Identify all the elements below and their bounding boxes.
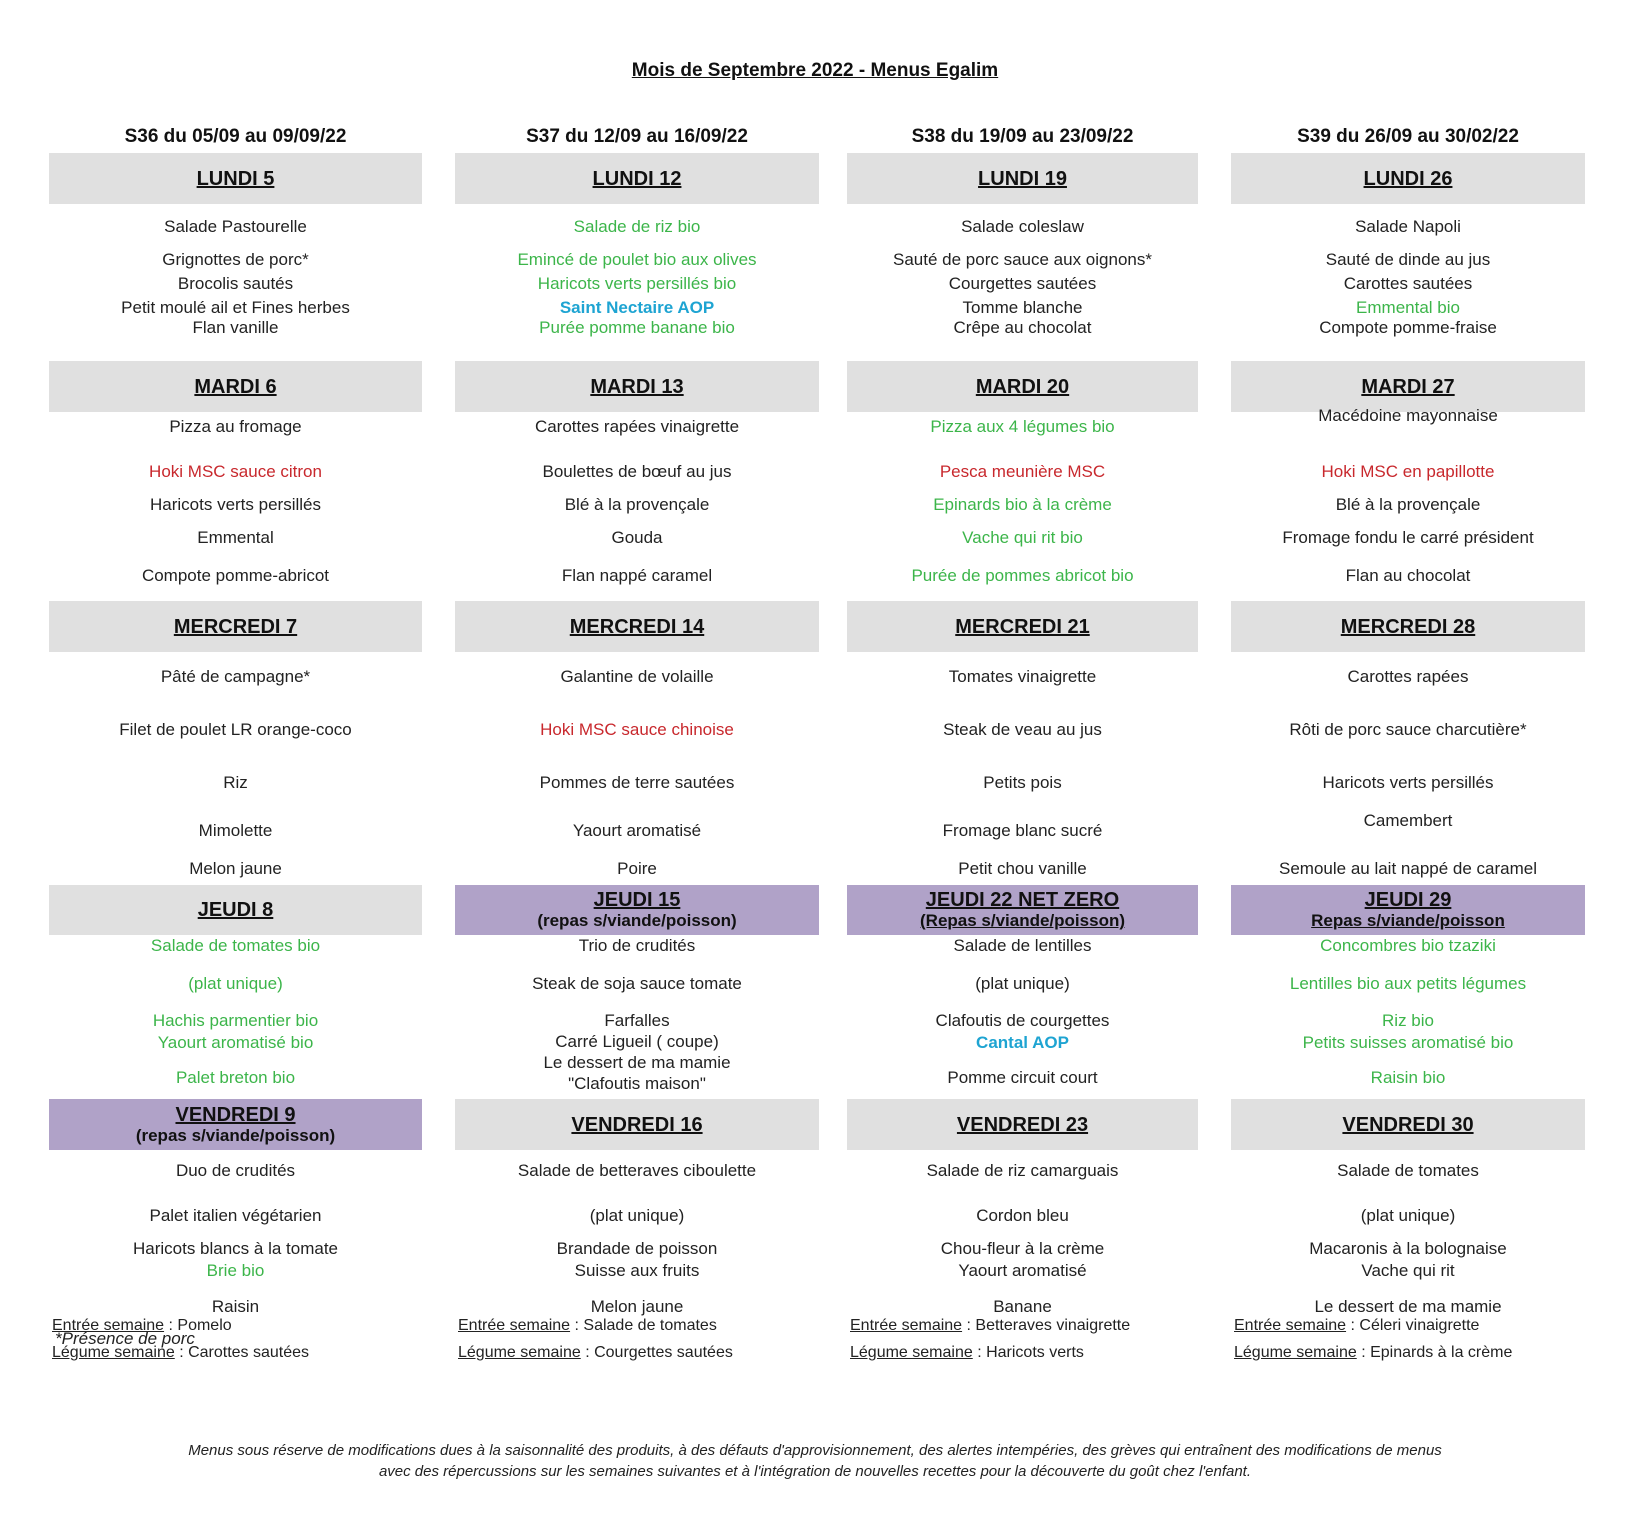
menu-item bbox=[455, 216, 819, 238]
menu-item bbox=[1231, 461, 1585, 483]
menu-item bbox=[49, 973, 422, 995]
menu-item bbox=[455, 494, 819, 516]
menu-item-line: Concombres bio tzaziki bbox=[1320, 936, 1496, 955]
menu-item-line: Purée de pommes abricot bio bbox=[911, 566, 1134, 585]
menu-item-line: Le dessert de ma mamie bbox=[1314, 1297, 1502, 1316]
menu-item-line: Semoule au lait nappé de caramel bbox=[1279, 859, 1537, 878]
day-name: JEUDI 22 NET ZERO bbox=[925, 889, 1120, 911]
menu-item-line: Salade coleslaw bbox=[961, 217, 1084, 236]
menu-item-line: Poire bbox=[617, 859, 657, 878]
menu-item-line: Salade de lentilles bbox=[953, 936, 1092, 955]
menu-item bbox=[455, 1296, 819, 1318]
entree-value: : Céleri vinaigrette bbox=[1346, 1317, 1480, 1334]
legume-value: : Haricots verts bbox=[972, 1344, 1084, 1361]
menu-item-line: Pomme circuit court bbox=[947, 1068, 1098, 1087]
menu-item-line: Lentilles bio aux petits légumes bbox=[1289, 974, 1527, 993]
pork-note: *Présence de porc bbox=[55, 1329, 195, 1348]
menu-item bbox=[1231, 216, 1585, 238]
menu-item-line: Carottes sautées bbox=[1343, 274, 1473, 293]
menu-item-line: Cantal AOP bbox=[976, 1033, 1069, 1052]
menu-item bbox=[455, 1205, 819, 1227]
day-header bbox=[455, 153, 819, 204]
menu-item-line: Melon jaune bbox=[189, 859, 282, 878]
entree-of-week bbox=[850, 1317, 1130, 1335]
menu-item bbox=[49, 1205, 422, 1227]
menu-item bbox=[1231, 317, 1585, 339]
menu-item-line: Flan vanille bbox=[192, 318, 279, 337]
menu-item-line: Pesca meunière MSC bbox=[939, 462, 1106, 481]
entree-value: : Pomelo bbox=[164, 1317, 232, 1334]
entree-label: Entrée semaine bbox=[850, 1317, 963, 1334]
legume-value: : Courgettes sautées bbox=[580, 1344, 733, 1361]
menu-item bbox=[49, 666, 422, 688]
menu-item-line: Sauté de porc sauce aux oignons* bbox=[893, 250, 1152, 269]
menu-item bbox=[847, 1296, 1198, 1318]
day-header bbox=[847, 361, 1198, 412]
menu-item bbox=[49, 494, 422, 516]
menu-item bbox=[455, 935, 819, 957]
menu-item bbox=[1231, 1205, 1585, 1227]
menu-item bbox=[1231, 1067, 1585, 1089]
menu-item-line: Carottes rapées vinaigrette bbox=[534, 417, 740, 436]
menu-item-line: Petits pois bbox=[983, 773, 1062, 792]
menu-item-line: Flan nappé caramel bbox=[561, 566, 713, 585]
menu-item bbox=[455, 820, 819, 842]
menu-item-line: Haricots verts persillés bio bbox=[537, 274, 737, 293]
menu-item-line: Farfalles bbox=[604, 1011, 670, 1030]
day-header bbox=[455, 601, 819, 652]
menu-item bbox=[847, 494, 1198, 516]
menu-item bbox=[49, 1010, 422, 1054]
day-header bbox=[1231, 601, 1585, 652]
menu-item-line: Petit chou vanille bbox=[958, 859, 1087, 878]
menu-item-line: Carré Ligueil ( coupe) bbox=[555, 1032, 719, 1051]
day-name: MERCREDI 14 bbox=[569, 615, 705, 638]
menu-item bbox=[847, 317, 1198, 339]
menu-item bbox=[847, 820, 1198, 842]
day-subtitle: (repas s/viande/poisson) bbox=[135, 1125, 336, 1145]
legume-value: : Carottes sautées bbox=[174, 1344, 310, 1361]
disclaimer-line-1: Menus sous réserve de modifications dues à la saisonnalité des produits, à des défauts d'approvisionnement, des alertes intempéries, des grèves qui entraînent des modifications de menus bbox=[188, 1442, 1442, 1459]
menu-item-line: (plat unique) bbox=[589, 1206, 685, 1225]
menu-item bbox=[1231, 565, 1585, 587]
menu-item bbox=[847, 461, 1198, 483]
menu-item bbox=[847, 1238, 1198, 1282]
menu-item bbox=[455, 461, 819, 483]
menu-item bbox=[49, 1238, 422, 1282]
day-header bbox=[455, 885, 819, 935]
menu-item-line: Steak de soja sauce tomate bbox=[532, 974, 742, 993]
day-header bbox=[847, 885, 1198, 935]
menu-item bbox=[847, 666, 1198, 688]
menu-item-line: Fromage fondu le carré président bbox=[1282, 528, 1534, 547]
menu-item bbox=[455, 772, 819, 794]
day-name: LUNDI 5 bbox=[196, 167, 275, 190]
day-name: JEUDI 29 bbox=[1364, 889, 1452, 911]
menu-item-line: Hoki MSC sauce chinoise bbox=[540, 720, 734, 739]
day-subtitle: Repas s/viande/poisson bbox=[1311, 911, 1505, 930]
legume-of-week bbox=[1234, 1344, 1512, 1362]
menu-item-line: Pizza aux 4 légumes bio bbox=[930, 417, 1115, 436]
entree-label: Entrée semaine bbox=[458, 1317, 571, 1334]
day-name: LUNDI 12 bbox=[592, 167, 682, 190]
day-name: LUNDI 19 bbox=[978, 167, 1067, 190]
menu-item-line: Boulettes de bœuf au jus bbox=[542, 462, 732, 481]
day-name: VENDREDI 23 bbox=[956, 1113, 1089, 1136]
menu-item bbox=[1231, 248, 1585, 320]
menu-item-line: Vache qui rit bbox=[1361, 1261, 1455, 1280]
menu-item bbox=[1231, 810, 1585, 832]
menu-item-line: Compote pomme-fraise bbox=[1319, 318, 1497, 337]
menu-item-line: Melon jaune bbox=[590, 1297, 684, 1316]
legume-of-week bbox=[850, 1344, 1084, 1362]
menu-item bbox=[49, 858, 422, 880]
menu-item-line: Banane bbox=[993, 1297, 1052, 1316]
entree-of-week bbox=[458, 1317, 717, 1335]
legume-label: Légume semaine bbox=[52, 1344, 175, 1361]
menu-item-line: Purée pomme banane bio bbox=[539, 318, 735, 337]
menu-item-line: Hoki MSC en papillotte bbox=[1321, 462, 1495, 481]
menu-item-line: Grignottes de porc* bbox=[162, 250, 309, 269]
menu-item bbox=[49, 416, 422, 438]
menu-item bbox=[1231, 719, 1585, 741]
page-title: Mois de Septembre 2022 - Menus Egalim bbox=[631, 60, 999, 81]
day-header bbox=[455, 361, 819, 412]
menu-item bbox=[455, 719, 819, 741]
menu-item-line: Rôti de porc sauce charcutière* bbox=[1289, 720, 1527, 739]
day-header bbox=[455, 1099, 819, 1150]
menu-item bbox=[49, 248, 422, 320]
menu-item-line: Hachis parmentier bio bbox=[152, 1011, 319, 1030]
menu-item bbox=[455, 1238, 819, 1282]
menu-item-line: (plat unique) bbox=[975, 974, 1070, 993]
menu-item-line: Crêpe au chocolat bbox=[953, 318, 1092, 337]
menu-item bbox=[847, 719, 1198, 741]
menu-item-line: Salade de tomates bbox=[1337, 1161, 1479, 1180]
menu-item bbox=[847, 1067, 1198, 1089]
menu-item bbox=[49, 461, 422, 483]
menu-item-line: Emmental bbox=[197, 528, 274, 547]
menu-item-line: Yaourt aromatisé bbox=[958, 1261, 1087, 1280]
menu-item-line: Palet breton bio bbox=[175, 1068, 296, 1087]
menu-item-line: Chou-fleur à la crème bbox=[940, 1239, 1105, 1258]
menu-item-line: Fromage blanc sucré bbox=[942, 821, 1103, 840]
entree-label: Entrée semaine bbox=[52, 1317, 165, 1334]
day-name: MARDI 20 bbox=[975, 375, 1070, 398]
menu-item bbox=[847, 248, 1198, 320]
menu-item bbox=[1231, 772, 1585, 794]
menu-item-line: Carottes rapées bbox=[1347, 667, 1469, 686]
menu-item-line: Vache qui rit bio bbox=[962, 528, 1083, 547]
menu-item bbox=[847, 1205, 1198, 1227]
menu-item-line: Salade de riz camarguais bbox=[926, 1161, 1119, 1180]
week-label: S36 du 05/09 au 09/09/22 bbox=[124, 126, 347, 147]
entree-value: : Salade de tomates bbox=[570, 1317, 717, 1334]
menu-item-line: Palet italien végétarien bbox=[149, 1206, 322, 1225]
menu-item-line: Macédoine mayonnaise bbox=[1318, 406, 1498, 425]
day-header bbox=[49, 1099, 422, 1150]
menu-item bbox=[455, 973, 819, 995]
menu-item bbox=[455, 1010, 819, 1094]
menu-item bbox=[49, 719, 422, 741]
day-name: VENDREDI 9 bbox=[175, 1103, 296, 1126]
day-name: JEUDI 8 bbox=[197, 899, 274, 921]
menu-item bbox=[1231, 1238, 1585, 1282]
menu-item bbox=[49, 772, 422, 794]
menu-item-line: Clafoutis de courgettes bbox=[935, 1011, 1110, 1030]
day-header bbox=[49, 885, 422, 935]
menu-item-line: Tomates vinaigrette bbox=[948, 667, 1097, 686]
menu-item-line: Petits suisses aromatisé bio bbox=[1302, 1033, 1514, 1052]
menu-item bbox=[847, 565, 1198, 587]
disclaimer bbox=[0, 1440, 1630, 1482]
menu-item bbox=[847, 416, 1198, 438]
menu-item bbox=[49, 1296, 422, 1318]
menu-item bbox=[455, 666, 819, 688]
day-name: MARDI 13 bbox=[590, 375, 684, 398]
menu-item-line: Brandade de poisson bbox=[556, 1239, 718, 1258]
menu-item-line: (plat unique) bbox=[188, 974, 283, 993]
menu-item bbox=[49, 1067, 422, 1089]
day-name: MERCREDI 7 bbox=[173, 615, 298, 638]
menu-item-line: Emincé de poulet bio aux olives bbox=[517, 250, 757, 269]
day-name: MERCREDI 21 bbox=[955, 615, 1090, 638]
day-name: VENDREDI 16 bbox=[571, 1113, 703, 1136]
menu-item bbox=[847, 527, 1198, 549]
legume-label: Légume semaine bbox=[1234, 1344, 1357, 1361]
menu-item bbox=[455, 858, 819, 880]
menu-item-line: Salade de tomates bio bbox=[150, 936, 321, 955]
menu-item-line: Salade Pastourelle bbox=[164, 217, 307, 236]
menu-item-line: Trio de crudités bbox=[578, 936, 696, 955]
menu-item bbox=[847, 1010, 1198, 1054]
menu-item-line: Salade Napoli bbox=[1355, 217, 1461, 236]
menu-item bbox=[847, 772, 1198, 794]
menu-item-line: Filet de poulet LR orange-coco bbox=[119, 720, 352, 739]
menu-item bbox=[455, 416, 819, 438]
day-header bbox=[49, 153, 422, 204]
menu-item-line: Macaronis à la bolognaise bbox=[1309, 1239, 1507, 1258]
menu-item-line: Raisin bio bbox=[1370, 1068, 1446, 1087]
menu-item bbox=[847, 1160, 1198, 1182]
menu-item-line: Blé à la provençale bbox=[1335, 495, 1481, 514]
menu-item bbox=[49, 317, 422, 339]
day-subtitle: (repas s/viande/poisson) bbox=[537, 911, 737, 930]
menu-item-line: Petit moulé ail et Fines herbes bbox=[121, 298, 350, 317]
menu-item bbox=[455, 1160, 819, 1182]
menu-item-line: Emmental bio bbox=[1356, 298, 1460, 317]
day-header bbox=[1231, 153, 1585, 204]
day-header bbox=[49, 361, 422, 412]
menu-item bbox=[1231, 666, 1585, 688]
day-name: LUNDI 26 bbox=[1363, 167, 1453, 190]
menu-item bbox=[1231, 935, 1585, 957]
menu-item bbox=[1231, 405, 1585, 427]
menu-item-line: Gouda bbox=[611, 528, 663, 547]
entree-label: Entrée semaine bbox=[1234, 1317, 1347, 1334]
menu-item-line: Haricots verts persillés bbox=[1322, 773, 1494, 792]
menu-item-line: Compote pomme-abricot bbox=[141, 566, 330, 585]
menu-item-line: Le dessert de ma mamie bbox=[543, 1053, 731, 1072]
menu-item-line: Pommes de terre sautées bbox=[539, 773, 735, 792]
day-header bbox=[847, 601, 1198, 652]
menu-item bbox=[847, 973, 1198, 995]
menu-item-line: Cordon bleu bbox=[976, 1206, 1069, 1225]
week-label: S38 du 19/09 au 23/09/22 bbox=[911, 126, 1134, 147]
week-label: S39 du 26/09 au 30/02/22 bbox=[1297, 126, 1519, 147]
menu-item-line: Epinards bio à la crème bbox=[933, 495, 1112, 514]
menu-item-line: Pizza au fromage bbox=[169, 417, 302, 436]
menu-item bbox=[1231, 1296, 1585, 1318]
menu-item bbox=[455, 527, 819, 549]
menu-item bbox=[1231, 858, 1585, 880]
menu-item-line: Duo de crudités bbox=[175, 1161, 296, 1180]
menu-item bbox=[49, 820, 422, 842]
day-header bbox=[49, 601, 422, 652]
menu-item bbox=[455, 317, 819, 339]
menu-item-line: Haricots blancs à la tomate bbox=[132, 1239, 339, 1258]
legume-label: Légume semaine bbox=[458, 1344, 581, 1361]
day-name: MERCREDI 28 bbox=[1340, 615, 1476, 638]
menu-item bbox=[1231, 527, 1585, 549]
menu-item bbox=[455, 565, 819, 587]
menu-item-line: Salade de betteraves ciboulette bbox=[517, 1161, 757, 1180]
menu-item bbox=[1231, 494, 1585, 516]
legume-of-week bbox=[458, 1344, 733, 1362]
menu-item bbox=[847, 216, 1198, 238]
day-header bbox=[847, 1099, 1198, 1150]
menu-item bbox=[49, 216, 422, 238]
entree-value: : Betteraves vinaigrette bbox=[962, 1317, 1131, 1334]
menu-item-line: Camembert bbox=[1363, 811, 1453, 830]
day-name: MARDI 6 bbox=[194, 375, 277, 398]
menu-item-line: Blé à la provençale bbox=[564, 495, 710, 514]
day-name: JEUDI 15 bbox=[593, 889, 681, 911]
menu-item bbox=[49, 1160, 422, 1182]
menu-item-line: Sauté de dinde au jus bbox=[1325, 250, 1491, 269]
disclaimer-line-2: avec des répercussions sur les semaines suivantes et à l'intégration de nouvelles recettes pour la découverte du goût chez l'enfant. bbox=[378, 1463, 1252, 1480]
menu-item-line: Riz bio bbox=[1382, 1011, 1434, 1030]
menu-item bbox=[49, 527, 422, 549]
legume-value: : Epinards à la crème bbox=[1356, 1344, 1513, 1361]
menu-item-line: Galantine de volaille bbox=[560, 667, 714, 686]
week-label: S37 du 12/09 au 16/09/22 bbox=[526, 126, 748, 147]
menu-item-line: Haricots verts persillés bbox=[150, 495, 321, 514]
menu-item-line: "Clafoutis maison" bbox=[568, 1074, 706, 1093]
day-name: VENDREDI 30 bbox=[1342, 1113, 1474, 1136]
day-header bbox=[1231, 885, 1585, 935]
menu-item-line: Yaourt aromatisé bbox=[572, 821, 702, 840]
menu-item-line: Pâté de campagne* bbox=[160, 667, 311, 686]
menu-item-line: Suisse aux fruits bbox=[574, 1261, 700, 1280]
menu-item bbox=[1231, 1160, 1585, 1182]
menu-item-line: Flan au chocolat bbox=[1345, 566, 1471, 585]
day-name: MARDI 27 bbox=[1361, 375, 1455, 398]
menu-item bbox=[49, 565, 422, 587]
day-header bbox=[1231, 1099, 1585, 1150]
day-subtitle: (Repas s/viande/poisson) bbox=[920, 911, 1125, 930]
menu-item bbox=[49, 935, 422, 957]
menu-item-line: (plat unique) bbox=[1360, 1206, 1456, 1225]
menu-item-line: Tomme blanche bbox=[962, 298, 1083, 317]
menu-item bbox=[1231, 973, 1585, 995]
menu-item-line: Mimolette bbox=[198, 821, 273, 840]
menu-item-line: Brocolis sautés bbox=[177, 274, 294, 293]
legume-label: Légume semaine bbox=[850, 1344, 973, 1361]
menu-item-line: Salade de riz bio bbox=[573, 217, 701, 236]
menu-item-line: Saint Nectaire AOP bbox=[559, 298, 715, 317]
entree-of-week bbox=[1234, 1317, 1479, 1335]
menu-item bbox=[847, 935, 1198, 957]
menu-item-line: Raisin bbox=[211, 1297, 260, 1316]
menu-item-line: Hoki MSC sauce citron bbox=[149, 462, 322, 481]
menu-item-line: Riz bbox=[223, 773, 248, 792]
menu-item-line: Steak de veau au jus bbox=[943, 720, 1102, 739]
menu-item-line: Courgettes sautées bbox=[948, 274, 1097, 293]
menu-item bbox=[455, 248, 819, 320]
day-header bbox=[847, 153, 1198, 204]
menu-item-line: Yaourt aromatisé bio bbox=[157, 1033, 314, 1052]
menu-item bbox=[847, 858, 1198, 880]
menu-item bbox=[1231, 1010, 1585, 1054]
menu-item-line: Brie bio bbox=[206, 1261, 265, 1280]
